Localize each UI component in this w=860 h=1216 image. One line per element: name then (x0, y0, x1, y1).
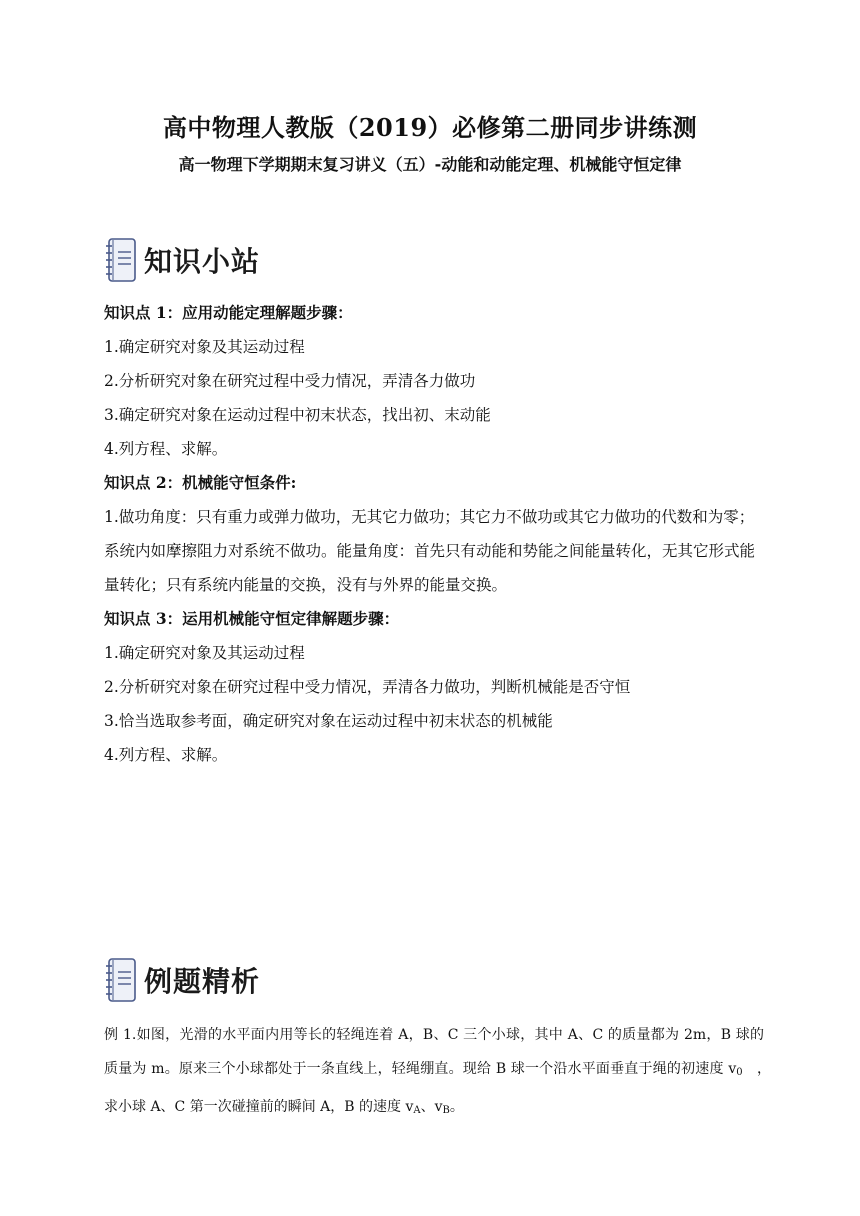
knowledge-point-1-step-4: 4.列方程、求解。 (104, 440, 228, 458)
knowledge-point-3-step-2: 2.分析研究对象在研究过程中受力情况，弄清各力做功，判断机械能是否守恒 (104, 678, 631, 696)
section-heading-knowledge (104, 236, 260, 284)
document-title: 高中物理人教版（2019）必修第二册同步讲练测 (162, 113, 698, 142)
knowledge-point-3-step-1: 1.确定研究对象及其运动过程 (104, 644, 305, 662)
section-heading-knowledge-text: 知识小站 (144, 245, 261, 278)
example-1-sub-a: A (413, 1105, 421, 1116)
knowledge-point-3-step-4: 4.列方程、求解。 (104, 746, 228, 764)
notebook-icon (104, 237, 138, 283)
knowledge-point-1-title: 知识点 1：应用动能定理解题步骤： (104, 303, 353, 322)
example-1-text-d: 。 (449, 1099, 464, 1115)
example-1 (104, 1018, 778, 1128)
knowledge-point-1-step-1: 1.确定研究对象及其运动过程 (104, 338, 305, 356)
section-heading-examples-text: 例题精析 (144, 965, 261, 998)
knowledge-point-1-step-2: 2.分析研究对象在研究过程中受力情况，弄清各力做功 (104, 372, 476, 390)
knowledge-content (104, 296, 764, 772)
knowledge-point-2-body: 1.做功角度：只有重力或弹力做功，无其它力做功；其它力不做功或其它力做功的代数和为零；系统内如摩擦阻力对系统不做功。能量角度：首先只有动能和势能之间能量转化，无其它形式能量转化；只有系统内能量的交换，没有与外界的能量交换。 (104, 508, 756, 594)
notebook-icon (104, 957, 138, 1003)
example-1-text-a: 例 1.如图，光滑的水平面内用等长的轻绳连着 A，B、C 三个小球，其中 A、C 的质量都为 2m，B 球的质量为 m。原来三个小球都处于一条直线上，轻绳绷直。现给 B 球一个沿水平面垂直于绳的初速度 v (104, 1027, 764, 1077)
example-1-sub-0: 0 (736, 1067, 743, 1078)
knowledge-point-3-title: 知识点 3：运用机械能守恒定律解题步骤： (104, 609, 400, 628)
section-heading-examples (104, 956, 260, 1004)
knowledge-point-3-step-3: 3.恰当选取参考面，确定研究对象在运动过程中初末状态的机械能 (104, 712, 553, 730)
knowledge-point-2-title: 知识点 2：机械能守恒条件: (104, 473, 297, 492)
example-1-sub-b: B (442, 1105, 450, 1116)
knowledge-point-1-step-3: 3.确定研究对象在运动过程中初末状态，找出初、末动能 (104, 406, 491, 424)
example-1-text-c: 、v (420, 1099, 443, 1115)
document-subtitle: 高一物理下学期期末复习讲义（五）-动能和动能定理、机械能守恒定律 (178, 155, 682, 174)
example-1-text-b: ， 求小球 A、C 第一次碰撞前的瞬间 A，B 的速度 v (104, 1061, 778, 1115)
